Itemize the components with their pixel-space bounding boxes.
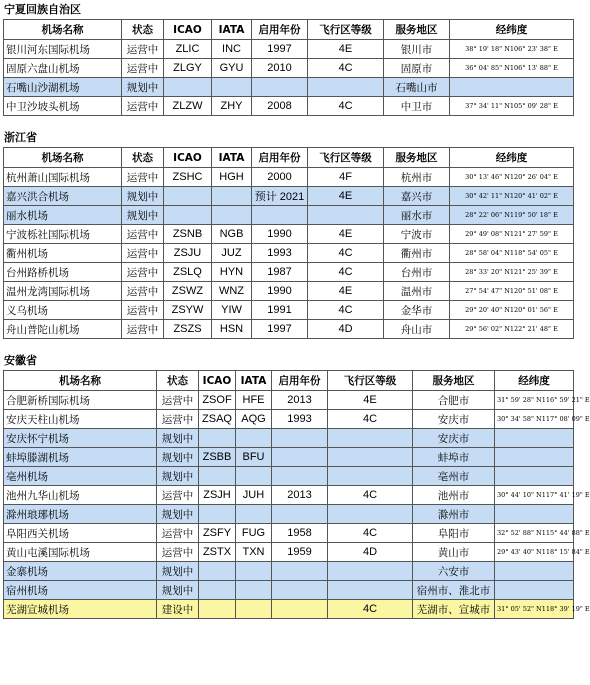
cell-col-level: 4E — [308, 187, 384, 206]
cell-col-area: 六安市 — [413, 562, 495, 581]
cell-col-iata — [236, 581, 272, 600]
cell-col-status: 规划中 — [157, 581, 199, 600]
cell-col-year: 1997 — [252, 320, 308, 339]
table-row — [4, 562, 574, 581]
cell-col-area: 温州市 — [384, 282, 450, 301]
cell-col-name: 杭州萧山国际机场 — [4, 168, 122, 187]
cell-col-year: 1959 — [272, 543, 328, 562]
cell-col-level: 4E — [328, 391, 413, 410]
header-col-level: 飞行区等级 — [308, 20, 384, 40]
cell-col-status: 运营中 — [122, 40, 164, 59]
cell-col-status: 规划中 — [122, 78, 164, 97]
cell-col-icao: ZSOF — [199, 391, 236, 410]
cell-col-icao — [199, 429, 236, 448]
cell-col-icao — [164, 187, 212, 206]
cell-col-icao — [199, 467, 236, 486]
table-row — [4, 410, 574, 429]
cell-col-status: 规划中 — [157, 562, 199, 581]
table-row — [4, 225, 574, 244]
section-gap — [0, 339, 576, 351]
table-row — [4, 524, 574, 543]
cell-col-coord: 28° 58' 04" N118° 54' 05" E — [450, 244, 574, 263]
cell-col-coord: 30° 44' 10" N117° 41' 19" E — [495, 486, 574, 505]
cell-col-name: 宿州机场 — [4, 581, 157, 600]
cell-col-year: 1958 — [272, 524, 328, 543]
cell-col-coord: 29° 49' 08" N121° 27' 59" E — [450, 225, 574, 244]
cell-col-area: 丽水市 — [384, 206, 450, 225]
cell-col-name: 嘉兴洪合机场 — [4, 187, 122, 206]
cell-col-name: 丽水机场 — [4, 206, 122, 225]
cell-col-icao — [199, 581, 236, 600]
header-col-year: 启用年份 — [252, 148, 308, 168]
cell-col-level: 4C — [308, 301, 384, 320]
cell-col-area: 蚌埠市 — [413, 448, 495, 467]
cell-col-area: 舟山市 — [384, 320, 450, 339]
cell-col-icao: ZSBB — [199, 448, 236, 467]
cell-col-icao — [164, 78, 212, 97]
table-row — [4, 97, 574, 116]
cell-col-coord: 30° 42' 11" N120° 41' 02" E — [450, 187, 574, 206]
table-row — [4, 244, 574, 263]
cell-col-coord: 29° 20' 40" N120° 01' 56" E — [450, 301, 574, 320]
cell-col-coord: 32° 52' 88" N115° 44' 88" E — [495, 524, 574, 543]
cell-col-coord — [495, 562, 574, 581]
cell-col-year: 1993 — [272, 410, 328, 429]
cell-col-name: 宁波栎社国际机场 — [4, 225, 122, 244]
table-row — [4, 59, 574, 78]
header-col-coord: 经纬度 — [450, 20, 574, 40]
cell-col-coord — [495, 448, 574, 467]
cell-col-iata: WNZ — [212, 282, 252, 301]
table-row — [4, 391, 574, 410]
header-col-coord: 经纬度 — [495, 371, 574, 391]
cell-col-area: 亳州市 — [413, 467, 495, 486]
cell-col-area: 芜湖市、宣城市 — [413, 600, 495, 619]
cell-col-level: 4D — [308, 320, 384, 339]
cell-col-status: 运营中 — [122, 282, 164, 301]
header-col-iata: IATA — [236, 371, 272, 391]
cell-col-area: 宿州市、淮北市 — [413, 581, 495, 600]
cell-col-year — [272, 467, 328, 486]
cell-col-icao: ZSTX — [199, 543, 236, 562]
cell-col-coord: 38° 19' 18" N106° 23' 38" E — [450, 40, 574, 59]
table-row — [4, 187, 574, 206]
cell-col-icao: ZSAQ — [199, 410, 236, 429]
cell-col-year: 1990 — [252, 282, 308, 301]
table-row — [4, 467, 574, 486]
cell-col-coord: 28° 22' 06" N119° 50' 18" E — [450, 206, 574, 225]
cell-col-status: 运营中 — [122, 225, 164, 244]
cell-col-icao: ZLIC — [164, 40, 212, 59]
header-col-coord: 经纬度 — [450, 148, 574, 168]
cell-col-level: 4C — [328, 600, 413, 619]
cell-col-iata — [236, 600, 272, 619]
cell-col-level — [328, 505, 413, 524]
cell-col-year: 1987 — [252, 263, 308, 282]
cell-col-iata: BFU — [236, 448, 272, 467]
cell-col-level: 4E — [308, 282, 384, 301]
table-row — [4, 581, 574, 600]
cell-col-icao: ZSZS — [164, 320, 212, 339]
cell-col-name: 安庆天柱山机场 — [4, 410, 157, 429]
cell-col-iata — [236, 505, 272, 524]
cell-col-coord — [495, 505, 574, 524]
cell-col-name: 亳州机场 — [4, 467, 157, 486]
table-row — [4, 282, 574, 301]
cell-col-year: 2000 — [252, 168, 308, 187]
cell-col-area: 石嘴山市 — [384, 78, 450, 97]
cell-col-level: 4E — [308, 225, 384, 244]
cell-col-name: 池州九华山机场 — [4, 486, 157, 505]
cell-col-level — [328, 467, 413, 486]
cell-col-level: 4D — [328, 543, 413, 562]
cell-col-area: 台州市 — [384, 263, 450, 282]
cell-col-status: 运营中 — [122, 263, 164, 282]
table-row — [4, 206, 574, 225]
cell-col-icao: ZSNB — [164, 225, 212, 244]
cell-col-coord — [495, 581, 574, 600]
cell-col-name: 黄山屯溪国际机场 — [4, 543, 157, 562]
header-col-name: 机场名称 — [4, 148, 122, 168]
cell-col-coord: 28° 33' 20" N121° 25' 39" E — [450, 263, 574, 282]
cell-col-area: 固原市 — [384, 59, 450, 78]
header-col-area: 服务地区 — [384, 148, 450, 168]
cell-col-area: 黄山市 — [413, 543, 495, 562]
header-col-icao: ICAO — [164, 148, 212, 168]
header-col-name: 机场名称 — [4, 371, 157, 391]
cell-col-iata — [236, 467, 272, 486]
table-row — [4, 168, 574, 187]
cell-col-coord: 37° 34' 11" N105° 09' 28" E — [450, 97, 574, 116]
cell-col-level — [328, 429, 413, 448]
airport-table — [3, 19, 574, 116]
cell-col-year: 1997 — [252, 40, 308, 59]
cell-col-status: 运营中 — [157, 543, 199, 562]
cell-col-iata: JUZ — [212, 244, 252, 263]
cell-col-area: 嘉兴市 — [384, 187, 450, 206]
cell-col-coord — [495, 467, 574, 486]
cell-col-iata: FUG — [236, 524, 272, 543]
cell-col-name: 金寨机场 — [4, 562, 157, 581]
cell-col-name: 固原六盘山机场 — [4, 59, 122, 78]
cell-col-level — [308, 78, 384, 97]
cell-col-level — [328, 562, 413, 581]
cell-col-status: 运营中 — [122, 97, 164, 116]
cell-col-level: 4F — [308, 168, 384, 187]
cell-col-year: 2010 — [252, 59, 308, 78]
header-col-area: 服务地区 — [384, 20, 450, 40]
cell-col-coord: 30° 13' 46" N120° 26' 04" E — [450, 168, 574, 187]
cell-col-coord: 29° 56' 02" N122° 21' 48" E — [450, 320, 574, 339]
cell-col-level — [308, 206, 384, 225]
cell-col-level: 4C — [308, 263, 384, 282]
cell-col-iata — [212, 187, 252, 206]
cell-col-status: 规划中 — [122, 206, 164, 225]
cell-col-year — [252, 78, 308, 97]
header-col-status: 状态 — [157, 371, 199, 391]
cell-col-year: 2008 — [252, 97, 308, 116]
cell-col-name: 衢州机场 — [4, 244, 122, 263]
cell-col-coord — [450, 78, 574, 97]
cell-col-name: 舟山普陀山机场 — [4, 320, 122, 339]
header-col-status: 状态 — [122, 148, 164, 168]
cell-col-name: 合肥新桥国际机场 — [4, 391, 157, 410]
cell-col-status: 运营中 — [157, 486, 199, 505]
cell-col-iata — [236, 562, 272, 581]
cell-col-area: 杭州市 — [384, 168, 450, 187]
cell-col-area: 滁州市 — [413, 505, 495, 524]
cell-col-name: 蚌埠滕湖机场 — [4, 448, 157, 467]
cell-col-status: 运营中 — [157, 410, 199, 429]
cell-col-name: 滁州琅琊机场 — [4, 505, 157, 524]
table-row — [4, 448, 574, 467]
cell-col-iata — [212, 206, 252, 225]
header-col-level: 飞行区等级 — [328, 371, 413, 391]
cell-col-name: 芜湖宣城机场 — [4, 600, 157, 619]
cell-col-status: 运营中 — [122, 244, 164, 263]
cell-col-level: 4C — [308, 244, 384, 263]
cell-col-icao — [199, 600, 236, 619]
section-gap — [0, 116, 576, 128]
cell-col-year: 预计 2021 — [252, 187, 308, 206]
table-header — [4, 371, 574, 391]
cell-col-year — [272, 448, 328, 467]
cell-col-area: 中卫市 — [384, 97, 450, 116]
cell-col-coord: 27° 54' 47" N120° 51' 08" E — [450, 282, 574, 301]
cell-col-area: 衢州市 — [384, 244, 450, 263]
cell-col-area: 池州市 — [413, 486, 495, 505]
airport-table — [3, 370, 590, 619]
cell-col-name: 银川河东国际机场 — [4, 40, 122, 59]
airport-table — [3, 147, 574, 339]
cell-col-name: 安庆怀宁机场 — [4, 429, 157, 448]
cell-col-icao: ZSJH — [199, 486, 236, 505]
cell-col-level: 4C — [308, 59, 384, 78]
cell-col-iata: JUH — [236, 486, 272, 505]
table-row — [4, 505, 574, 524]
cell-col-iata: HYN — [212, 263, 252, 282]
header-col-name: 机场名称 — [4, 20, 122, 40]
cell-col-area: 阜阳市 — [413, 524, 495, 543]
cell-col-status: 规划中 — [157, 448, 199, 467]
cell-col-icao — [199, 562, 236, 581]
cell-col-area: 安庆市 — [413, 429, 495, 448]
section-title: 宁夏回族自治区 — [4, 3, 81, 16]
cell-col-level: 4C — [328, 410, 413, 429]
header-col-iata: IATA — [212, 148, 252, 168]
cell-col-iata: TXN — [236, 543, 272, 562]
header-col-iata: IATA — [212, 20, 252, 40]
cell-col-status: 建设中 — [157, 600, 199, 619]
cell-col-level — [328, 448, 413, 467]
cell-col-coord: 31° 05' 52" N118° 39' 19" E — [495, 600, 574, 619]
header-col-status: 状态 — [122, 20, 164, 40]
table-row — [4, 486, 574, 505]
cell-col-status: 运营中 — [157, 524, 199, 543]
cell-col-coord — [495, 429, 574, 448]
table-row — [4, 263, 574, 282]
header-col-year: 启用年份 — [272, 371, 328, 391]
cell-col-year: 2013 — [272, 391, 328, 410]
cell-col-iata: GYU — [212, 59, 252, 78]
table-row — [4, 600, 574, 619]
cell-col-status: 规划中 — [157, 505, 199, 524]
cell-col-area: 合肥市 — [413, 391, 495, 410]
cell-col-icao: ZSJU — [164, 244, 212, 263]
cell-col-name: 温州龙湾国际机场 — [4, 282, 122, 301]
table-header — [4, 148, 574, 168]
section-title: 安徽省 — [4, 354, 37, 367]
cell-col-status: 规划中 — [122, 187, 164, 206]
cell-col-iata: YIW — [212, 301, 252, 320]
cell-col-year — [272, 505, 328, 524]
cell-col-name: 台州路桥机场 — [4, 263, 122, 282]
cell-col-year: 1991 — [252, 301, 308, 320]
cell-col-level: 4C — [328, 524, 413, 543]
table-row — [4, 320, 574, 339]
cell-col-status: 运营中 — [122, 320, 164, 339]
table-row — [4, 40, 574, 59]
cell-col-icao — [164, 206, 212, 225]
header-col-icao: ICAO — [164, 20, 212, 40]
cell-col-area: 金华市 — [384, 301, 450, 320]
cell-col-iata — [212, 78, 252, 97]
cell-col-status: 规划中 — [157, 429, 199, 448]
cell-col-level: 4C — [328, 486, 413, 505]
cell-col-iata — [236, 429, 272, 448]
table-row — [4, 543, 574, 562]
cell-col-iata: HFE — [236, 391, 272, 410]
cell-col-name: 阜阳西关机场 — [4, 524, 157, 543]
cell-col-iata: NGB — [212, 225, 252, 244]
cell-col-coord: 31° 59' 28" N116° 59' 21" E — [495, 391, 574, 410]
cell-col-icao: ZLZW — [164, 97, 212, 116]
cell-col-coord: 29° 43' 40" N118° 15' 84" E — [495, 543, 574, 562]
cell-col-year — [272, 429, 328, 448]
cell-col-level: 4E — [308, 40, 384, 59]
cell-col-icao: ZSHC — [164, 168, 212, 187]
cell-col-area: 安庆市 — [413, 410, 495, 429]
cell-col-level: 4C — [308, 97, 384, 116]
cell-col-icao: ZSFY — [199, 524, 236, 543]
header-col-level: 飞行区等级 — [308, 148, 384, 168]
header-col-area: 服务地区 — [413, 371, 495, 391]
cell-col-status: 运营中 — [157, 391, 199, 410]
cell-col-year: 2013 — [272, 486, 328, 505]
cell-col-iata: HGH — [212, 168, 252, 187]
cell-col-icao — [199, 505, 236, 524]
cell-col-status: 运营中 — [122, 168, 164, 187]
table-row — [4, 301, 574, 320]
cell-col-iata: INC — [212, 40, 252, 59]
cell-col-icao: ZSYW — [164, 301, 212, 320]
table-row — [4, 78, 574, 97]
cell-col-coord: 36° 04' 85" N106° 13' 88" E — [450, 59, 574, 78]
cell-col-iata: ZHY — [212, 97, 252, 116]
table-header — [4, 20, 574, 40]
cell-col-area: 银川市 — [384, 40, 450, 59]
section-title: 浙江省 — [4, 131, 37, 144]
cell-col-year — [272, 562, 328, 581]
header-col-icao: ICAO — [199, 371, 236, 391]
table-row — [4, 429, 574, 448]
cell-col-icao: ZSLQ — [164, 263, 212, 282]
cell-col-icao: ZSWZ — [164, 282, 212, 301]
cell-col-status: 规划中 — [157, 467, 199, 486]
cell-col-name: 义乌机场 — [4, 301, 122, 320]
cell-col-year — [252, 206, 308, 225]
cell-col-iata: HSN — [212, 320, 252, 339]
cell-col-year: 1993 — [252, 244, 308, 263]
cell-col-name: 中卫沙坡头机场 — [4, 97, 122, 116]
cell-col-icao: ZLGY — [164, 59, 212, 78]
cell-col-coord: 30° 34' 58" N117° 08' 09" E — [495, 410, 574, 429]
cell-col-year — [272, 600, 328, 619]
header-col-year: 启用年份 — [252, 20, 308, 40]
cell-col-area: 宁波市 — [384, 225, 450, 244]
cell-col-name: 石嘴山沙湖机场 — [4, 78, 122, 97]
cell-col-status: 运营中 — [122, 59, 164, 78]
cell-col-status: 运营中 — [122, 301, 164, 320]
cell-col-year: 1990 — [252, 225, 308, 244]
cell-col-iata: AQG — [236, 410, 272, 429]
cell-col-level — [328, 581, 413, 600]
cell-col-year — [272, 581, 328, 600]
